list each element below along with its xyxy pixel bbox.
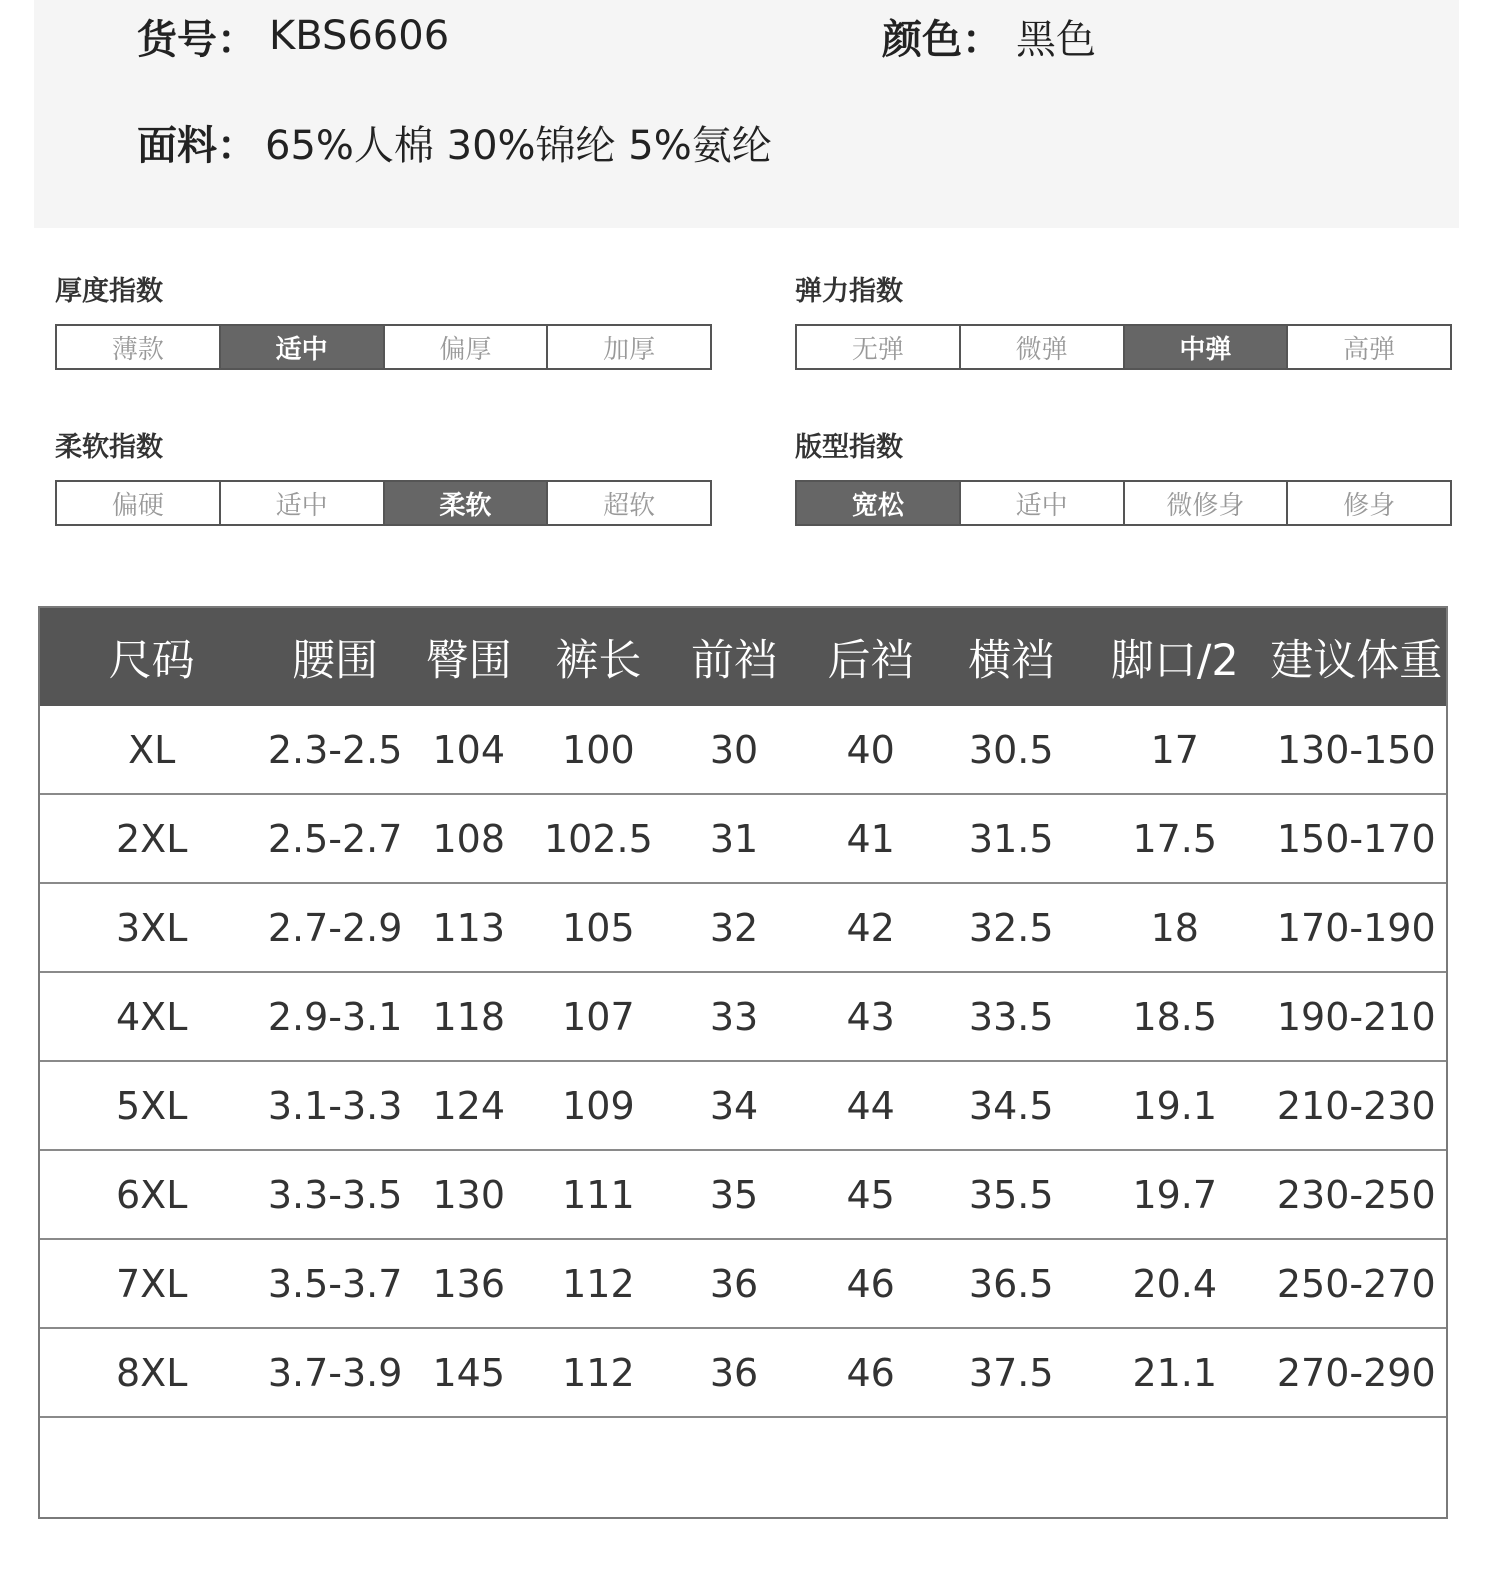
table-cell: 20.4 [1132, 1261, 1218, 1306]
table-cell: 43 [846, 994, 895, 1039]
table-cell: 34 [709, 1083, 759, 1128]
table-cell: 2.5-2.7 [267, 816, 403, 861]
table-cell: 100 [562, 727, 635, 772]
size-chart-table [38, 606, 1448, 1519]
table-cell: 36 [709, 1261, 759, 1306]
elasticity-option: 高弹 [1288, 326, 1450, 368]
table-cell: 35 [709, 1172, 759, 1217]
elasticity-option: 中弹 [1125, 326, 1289, 368]
table-row [40, 1329, 1446, 1418]
table-cell: 17.5 [1132, 816, 1218, 861]
table-cell: 3XL [115, 905, 188, 950]
table-cell: 4XL [115, 994, 188, 1039]
table-row [40, 884, 1446, 973]
table-cell: 150-170 [1276, 816, 1436, 861]
thickness-options [55, 324, 712, 370]
softness-option: 超软 [548, 482, 710, 524]
table-cell: 31.5 [968, 816, 1054, 861]
table-cell: 35.5 [968, 1172, 1054, 1217]
table-cell: 113 [432, 905, 506, 950]
thickness-option: 加厚 [548, 326, 710, 368]
table-row [40, 1151, 1446, 1240]
table-cell: 30.5 [968, 727, 1054, 772]
table-cell: XL [128, 727, 176, 772]
table-cell: 45 [846, 1172, 895, 1217]
table-cell: 145 [432, 1350, 506, 1395]
table-cell: 5XL [115, 1083, 188, 1128]
table-row [40, 973, 1446, 1062]
table-cell: 18 [1150, 905, 1199, 950]
table-cell: 46 [846, 1350, 895, 1395]
softness-option: 柔软 [385, 482, 549, 524]
header-cell: 横裆 [968, 635, 1055, 686]
table-cell: 3.3-3.5 [267, 1172, 403, 1217]
fit-index [795, 428, 1452, 526]
table-cell: 230-250 [1276, 1172, 1436, 1217]
table-cell: 46 [846, 1261, 895, 1306]
table-cell: 30 [709, 727, 759, 772]
table-row [40, 795, 1446, 884]
color-label: 颜色： [882, 16, 1002, 63]
table-cell: 3.1-3.3 [267, 1083, 403, 1128]
table-cell: 130 [432, 1172, 506, 1217]
fit-option: 微修身 [1125, 482, 1289, 524]
empty-table-row [40, 1418, 1446, 1517]
sku-label: 货号： [137, 16, 257, 63]
table-cell: 19.1 [1132, 1083, 1218, 1128]
table-cell: 210-230 [1276, 1083, 1436, 1128]
table-cell: 2.9-3.1 [267, 994, 403, 1039]
fit-option: 宽松 [797, 482, 961, 524]
table-cell: 190-210 [1276, 994, 1436, 1039]
table-cell: 36 [709, 1350, 759, 1395]
header-cell: 脚口/2 [1110, 635, 1239, 686]
fabric-value: 65%人棉 30%锦纶 5%氨纶 [265, 122, 772, 169]
softness-option: 适中 [221, 482, 385, 524]
color-value: 黑色 [1016, 16, 1096, 63]
sku-value: KBS6606 [269, 13, 450, 59]
elasticity-option: 无弹 [797, 326, 961, 368]
table-row [40, 1240, 1446, 1329]
thickness-index-title: 厚度指数 [55, 276, 163, 307]
table-cell: 2.3-2.5 [267, 727, 403, 772]
table-cell: 21.1 [1132, 1350, 1218, 1395]
fabric-label: 面料： [137, 122, 257, 169]
table-cell: 108 [432, 816, 506, 861]
header-cell: 后裆 [827, 635, 914, 686]
thickness-option: 偏厚 [385, 326, 549, 368]
softness-index [55, 428, 712, 526]
table-cell: 8XL [115, 1350, 188, 1395]
table-cell: 112 [562, 1261, 635, 1306]
table-cell: 44 [846, 1083, 895, 1128]
fabric-line [137, 114, 772, 170]
color-line [882, 8, 1096, 64]
table-cell: 2XL [115, 816, 188, 861]
table-cell: 107 [562, 994, 635, 1039]
table-cell: 37.5 [968, 1350, 1054, 1395]
elasticity-options [795, 324, 1452, 370]
table-cell: 19.7 [1132, 1172, 1218, 1217]
thickness-option: 薄款 [57, 326, 221, 368]
header-cell: 腰围 [292, 635, 379, 686]
header-cell: 前裆 [691, 635, 777, 686]
table-cell: 32.5 [968, 905, 1054, 950]
elasticity-index [795, 272, 1452, 370]
sku-line [137, 8, 449, 64]
table-cell: 18.5 [1132, 994, 1218, 1039]
fit-index-title: 版型指数 [795, 432, 903, 463]
table-cell: 105 [562, 905, 635, 950]
table-cell: 170-190 [1276, 905, 1436, 950]
fit-options [795, 480, 1452, 526]
table-cell: 3.5-3.7 [267, 1261, 403, 1306]
table-cell: 3.7-3.9 [267, 1350, 403, 1395]
table-cell: 2.7-2.9 [267, 905, 403, 950]
elasticity-option: 微弹 [961, 326, 1125, 368]
table-cell: 130-150 [1276, 727, 1436, 772]
table-cell: 250-270 [1276, 1261, 1436, 1306]
product-info-panel [34, 0, 1459, 228]
table-cell: 32 [709, 905, 759, 950]
table-cell: 33.5 [968, 994, 1054, 1039]
thickness-option: 适中 [221, 326, 385, 368]
softness-option: 偏硬 [57, 482, 221, 524]
elasticity-index-title: 弹力指数 [795, 276, 903, 307]
header-cell: 建议体重 [1270, 635, 1443, 686]
header-cell: 裤长 [555, 635, 642, 686]
size-table-body [40, 706, 1446, 1418]
header-cell: 臀围 [425, 635, 512, 686]
fit-option: 适中 [961, 482, 1125, 524]
table-cell: 118 [432, 994, 506, 1039]
table-row [40, 706, 1446, 795]
table-cell: 104 [432, 727, 506, 772]
table-cell: 34.5 [968, 1083, 1054, 1128]
header-cell: 尺码 [108, 635, 195, 686]
fit-option: 修身 [1288, 482, 1450, 524]
softness-options [55, 480, 712, 526]
size-table-header [40, 608, 1446, 706]
table-cell: 124 [432, 1083, 506, 1128]
table-cell: 102.5 [544, 816, 653, 861]
table-cell: 40 [846, 727, 895, 772]
table-cell: 6XL [115, 1172, 188, 1217]
table-cell: 42 [846, 905, 895, 950]
table-cell: 31 [709, 816, 759, 861]
table-cell: 112 [562, 1350, 635, 1395]
table-cell: 17 [1150, 727, 1199, 772]
table-cell: 111 [562, 1172, 635, 1217]
table-cell: 41 [846, 816, 895, 861]
table-cell: 270-290 [1276, 1350, 1436, 1395]
table-cell: 33 [709, 994, 759, 1039]
table-cell: 136 [432, 1261, 506, 1306]
softness-index-title: 柔软指数 [55, 432, 163, 463]
table-row [40, 1062, 1446, 1151]
table-cell: 36.5 [968, 1261, 1054, 1306]
table-cell: 7XL [115, 1261, 188, 1306]
table-cell: 109 [562, 1083, 635, 1128]
thickness-index [55, 272, 712, 370]
